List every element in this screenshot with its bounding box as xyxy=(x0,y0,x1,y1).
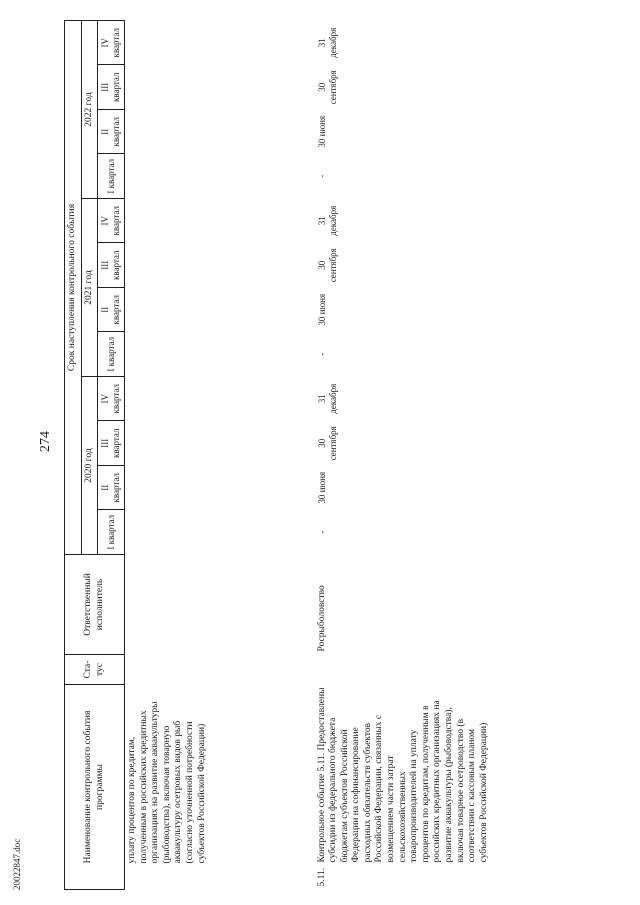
header-quarter: II квартал xyxy=(98,288,125,333)
date-cell: 30 сентября xyxy=(316,248,338,283)
header-year-2022: 2022 год xyxy=(81,21,98,199)
row-text: уплату процентов по кредитам, полученным в российских кредитных организациях на развитие аквакультуры (рыбоводства), включая товарную аквакультуру осетровых видов рыб (согласно уточненной потребности субъектов Российской Федерации) xyxy=(127,701,207,864)
row-executor xyxy=(125,555,315,655)
header-quarter: IV квартал xyxy=(98,199,125,244)
header-quarter: I квартал xyxy=(98,154,125,199)
header-quarter: III квартал xyxy=(98,243,125,288)
date-cell: - xyxy=(316,352,327,356)
table-row xyxy=(125,21,315,890)
header-quarter: II квартал xyxy=(98,466,125,511)
row-text-cell xyxy=(315,685,493,890)
control-events-table xyxy=(64,20,492,890)
page-number: 274 xyxy=(38,431,53,452)
header-quarter: III квартал xyxy=(98,65,125,110)
header-quarter: II квартал xyxy=(98,110,125,155)
date-cell: - xyxy=(316,530,327,534)
row-executor: Росрыболовство xyxy=(316,585,327,652)
date-cell: 31 декабря xyxy=(316,383,338,414)
date-cell: 30 сентября xyxy=(316,426,338,461)
file-name: 20022847.doc xyxy=(12,838,22,890)
date-cell: - xyxy=(316,174,327,178)
header-quarter: III квартал xyxy=(98,421,125,466)
row-status xyxy=(125,655,315,685)
header-period: Срок наступления контрольного события xyxy=(65,21,82,555)
date-cell: 30 июня xyxy=(316,115,327,148)
date-cell: 31 декабря xyxy=(316,27,338,58)
header-quarter: IV квартал xyxy=(98,21,125,66)
header-status: Ста-тус xyxy=(65,655,125,685)
date-cell: 31 декабря xyxy=(316,205,338,236)
row-text: Контрольное событие 5.11. Предоставлены субсидии из федерального бюджета бюджетам субъектов Российской Федерации на софинансирование расходных обязательств субъектов Российской Федерации, связанных с возмещением части затрат сельскохозяйственных товаропроизводителей на уплату процентов по кредитам, полученным в российских кредитных организациях на развитие аквакультуры (рыбоводства), включая товарное осетроводство (в соответствии с кассовым планом субъектов Российской Федерации) xyxy=(316,687,489,863)
header-year-2020: 2020 год xyxy=(81,377,98,555)
landscape-page xyxy=(64,20,639,890)
date-cell: 30 июня xyxy=(316,471,327,504)
row-status xyxy=(315,655,493,685)
header-quarter: IV квартал xyxy=(98,377,125,422)
row-number: 5.11. xyxy=(316,867,327,887)
header-year-2021: 2021 год xyxy=(81,199,98,377)
header-name: Наименование контрольного события программы xyxy=(65,685,125,890)
date-cell: 30 сентября xyxy=(316,70,338,105)
header-quarter: I квартал xyxy=(98,510,125,555)
date-cell: 30 июня xyxy=(316,293,327,326)
header-quarter: I квартал xyxy=(98,332,125,377)
header-executor: Ответственный исполнитель xyxy=(65,555,125,655)
table-row xyxy=(315,21,493,890)
